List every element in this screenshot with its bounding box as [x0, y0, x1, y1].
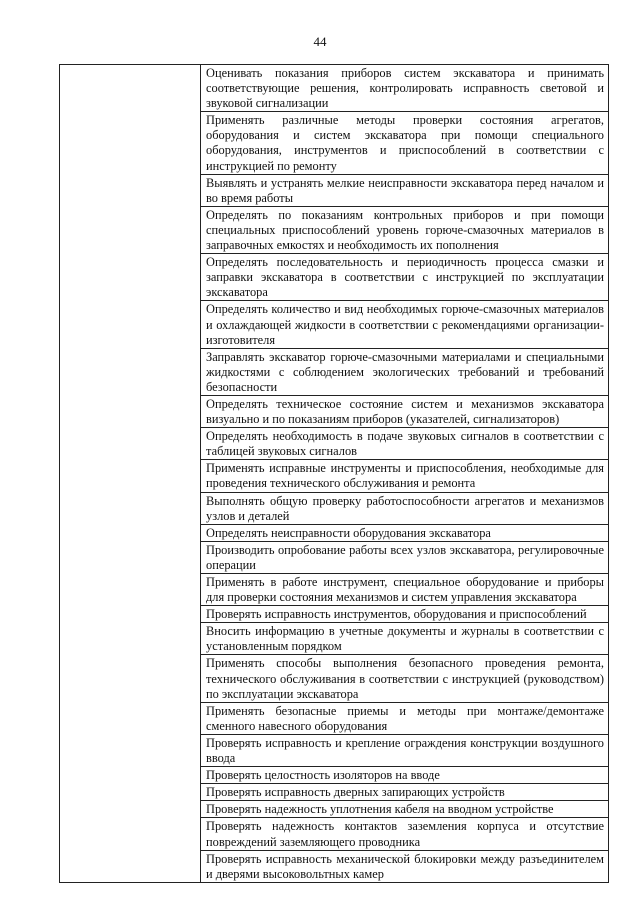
- skill-text: Применять способы выполнения безопасного проведения ремонта, технического обслуживания в соответствии с инструкцией (руководством) по эксплуатации экскаватора: [206, 656, 604, 701]
- skill-text: Проверять надежность контактов заземления корпуса и отсутствие повреждений заземляющего проводника: [206, 819, 604, 849]
- skill-cell: [201, 174, 609, 206]
- skill-cell: [201, 428, 609, 460]
- skill-text: Проверять исправность инструментов, оборудования и приспособлений: [206, 607, 587, 622]
- skill-cell: [201, 801, 609, 818]
- table-body: [60, 65, 609, 883]
- skill-cell: [201, 254, 609, 301]
- skill-text: Применять исправные инструменты и приспособления, необходимые для проведения технического обслуживания и ремонта: [206, 461, 604, 491]
- skill-text: Применять в работе инструмент, специальное оборудование и приборы для проверки состояния механизмов и систем управления экскаватора: [206, 575, 604, 605]
- skill-text: Определять необходимость в подаче звуковых сигналов в соответствии с таблицей звуковых сигналов: [206, 429, 604, 459]
- skill-text: Проверять исправность механической блокировки между разъединителем и дверями высоковольтных камер: [206, 851, 604, 881]
- skill-cell: [201, 112, 609, 174]
- skill-text: Заправлять экскаватор горюче-смазочными материалами и специальными жидкостями с соблюдением экологических требований и требований безопасности: [206, 349, 604, 394]
- skill-cell: [201, 623, 609, 655]
- skill-cell: [201, 850, 609, 882]
- skill-text: Определять последовательность и периодичность процесса смазки и заправки экскаватора в соответствии с инструкцией по эксплуатации экскаватора: [206, 255, 604, 300]
- skill-text: Определять неисправности оборудования экскаватора: [206, 525, 491, 540]
- skill-cell: [201, 702, 609, 734]
- skill-cell: [201, 65, 609, 112]
- skill-cell: [201, 492, 609, 524]
- skill-cell: [201, 818, 609, 850]
- skill-cell: [201, 655, 609, 702]
- skill-cell: [201, 301, 609, 348]
- skill-text: Проверять целостность изоляторов на вводе: [206, 768, 440, 783]
- skill-cell: [201, 348, 609, 395]
- skill-cell: [201, 541, 609, 573]
- skill-cell: [201, 460, 609, 492]
- skill-text: Вносить информацию в учетные документы и журналы в соответствии с установленным порядком: [206, 624, 604, 654]
- skill-text: Определять техническое состояние систем и механизмов экскаватора визуально и по показаниям приборов (указателей, сигнализаторов): [206, 396, 604, 427]
- skill-text: Проверять надежность уплотнения кабеля на вводном устройстве: [206, 802, 554, 817]
- skills-table: [59, 64, 609, 883]
- skill-text: Выявлять и устранять мелкие неисправности экскаватора перед началом и во время работы: [206, 175, 604, 205]
- skill-cell: [201, 606, 609, 623]
- skill-cell: [201, 574, 609, 606]
- skill-cell: [201, 395, 609, 427]
- skill-cell: [201, 734, 609, 766]
- table-row: [60, 65, 609, 112]
- skill-cell: [201, 767, 609, 784]
- skill-cell: [201, 206, 609, 253]
- skill-cell: [201, 784, 609, 801]
- skill-text: Определять количество и вид необходимых горюче-смазочных материалов и охлаждающей жидкости в соответствии с рекомендациями организации-изготовителя: [206, 302, 604, 347]
- left-column-cell: [60, 65, 201, 883]
- skill-text: Применять различные методы проверки состояния агрегатов, оборудования и систем экскаватора при помощи специального оборудования, инструментов и приспособлений в соответствии с инструкцией по ремонту: [206, 113, 604, 173]
- skill-text: Проверять исправность дверных запирающих устройств: [206, 785, 505, 800]
- skill-text: Производить опробование работы всех узлов экскаватора, регулировочные операции: [206, 542, 604, 572]
- page-number: 44: [313, 34, 327, 49]
- skill-text: Применять безопасные приемы и методы при монтаже/демонтаже сменного навесного оборудования: [206, 703, 604, 733]
- skill-text: Выполнять общую проверку работоспособности агрегатов и механизмов узлов и деталей: [206, 493, 604, 523]
- skill-cell: [201, 524, 609, 541]
- skill-text: Проверять исправность и крепление ограждения конструкции воздушного ввода: [206, 735, 604, 766]
- skill-text: Определять по показаниям контрольных приборов и при помощи специальных приспособлений уровень горюче-смазочных материалов в заправочных емкостях и необходимость их пополнения: [206, 207, 604, 253]
- skill-text: Оценивать показания приборов систем экскаватора и принимать соответствующие решения, контролировать исправность световой и звуковой сигнализации: [206, 66, 604, 111]
